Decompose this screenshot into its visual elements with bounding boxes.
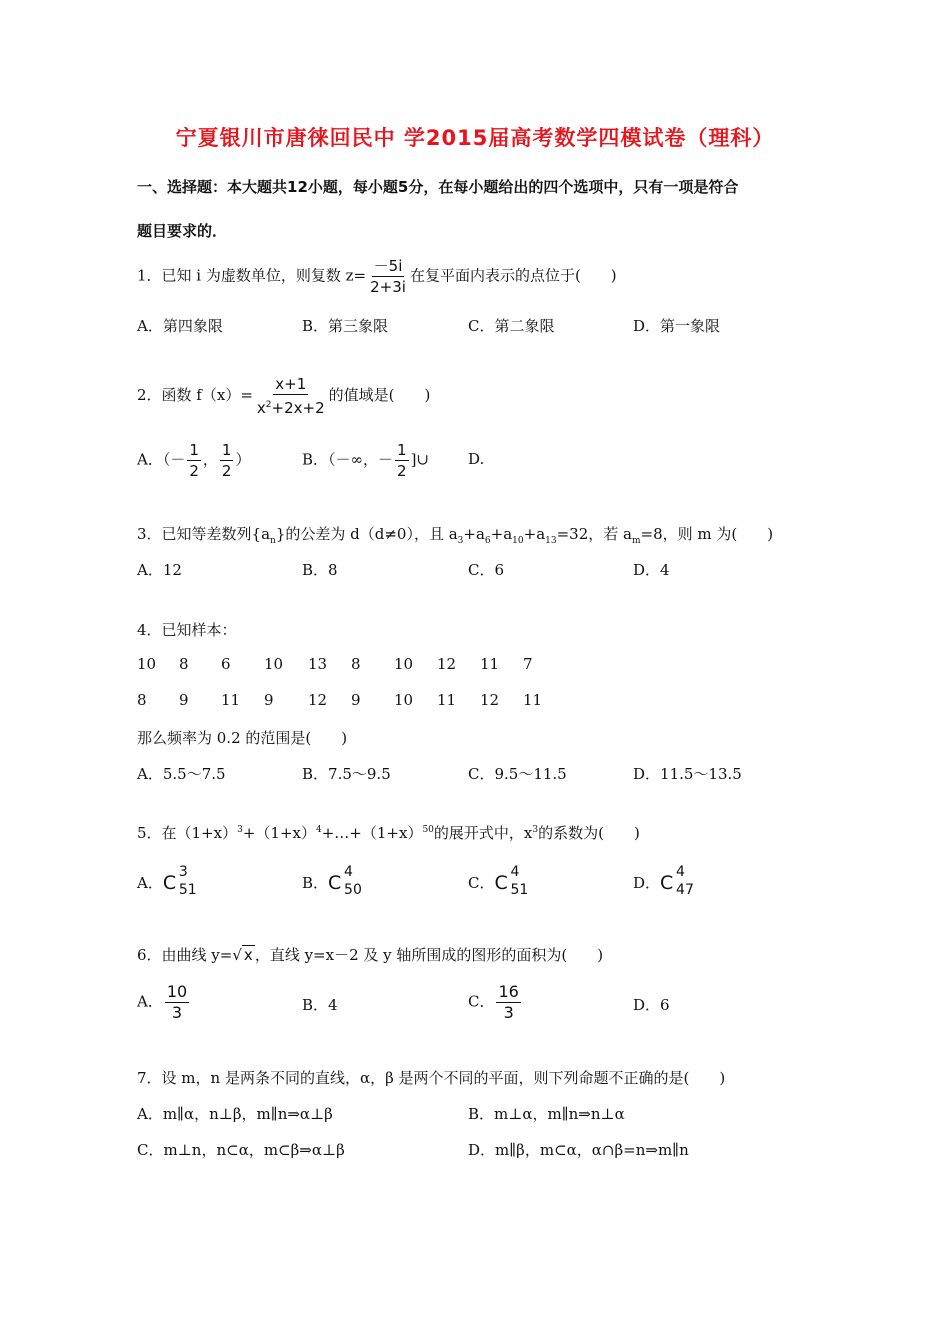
q7-option-d: D．m∥β，m⊂α，α∩β=n⇒m∥n (468, 1141, 689, 1159)
square-root: √ x (232, 946, 253, 964)
q2-option-b: B．（－∞，－ $\frac{1}{2}$ ]∪ (302, 441, 429, 480)
q2-option-a-fraction-2: $\frac{1}{2}$ (221, 441, 232, 480)
q4-question: 那么频率为 0.2 的范围是( ) (137, 729, 348, 747)
sample-value: 12 (480, 691, 500, 709)
q3-option-c: C．6 (468, 561, 505, 579)
q1-fraction (368, 256, 408, 297)
q7-option-b: B．m⊥α，m∥n⇒n⊥α (468, 1105, 625, 1123)
sample-value: 11 (221, 691, 241, 709)
sample-value: 12 (437, 655, 457, 673)
q5-option-a: A． C 3 51 (137, 864, 197, 898)
q2-denominator: $x^2+2x+2$ (256, 399, 325, 417)
sample-value: 11 (480, 655, 500, 673)
q6-option-c: C． $\frac{16}{3}$ (468, 982, 519, 1022)
q5-option-c: C． C 4 51 (468, 864, 529, 898)
question-7: 7．设 m，n 是两条不同的直线，α，β 是两个不同的平面，则下列命题不正确的是( ) (137, 1069, 726, 1087)
q1-option-b: B．第三象限 (302, 317, 389, 335)
q3-option-a: A．12 (137, 561, 182, 579)
q2-option-a-fraction-1: $\frac{1}{2}$ (189, 441, 199, 480)
sample-value: 10 (137, 655, 157, 673)
q1-suffix: 在复平面内表示的点位于( ) (409, 266, 617, 285)
q5-option-d: D． C 4 47 (633, 864, 694, 898)
q2-option-a: A．（－ $\frac{1}{2}$ ， $\frac{1}{2}$ ） (137, 441, 251, 480)
q6-option-d: D．6 (633, 996, 670, 1014)
q1-prefix: 1．已知 i 为虚数单位，则复数 z= (137, 266, 367, 285)
sample-value: 13 (308, 655, 328, 673)
sample-value: 9 (351, 691, 361, 709)
sample-value: 8 (179, 655, 189, 673)
q4-option-c: C．9.5～11.5 (468, 765, 567, 783)
q1-option-c: C．第二象限 (468, 317, 555, 335)
q2-fraction (255, 374, 327, 418)
sample-value: 10 (394, 655, 414, 673)
question-4: 4．已知样本： (137, 621, 237, 639)
question-5: 5．在$(1+x)^3+(1+x)^4+\dots+(1+x)^{50}$的展开式中，$x^3$的系数为( ) (137, 824, 640, 842)
section-heading-line2: 题目要求的． (137, 222, 228, 240)
q6-option-c-fraction: $\frac{16}{3}$ (498, 982, 519, 1022)
q4-option-d: D．11.5～13.5 (633, 765, 742, 783)
sample-value: 11 (437, 691, 457, 709)
sample-value: 6 (221, 655, 231, 673)
q1-option-a: A．第四象限 (137, 317, 223, 335)
sample-value: 7 (523, 655, 533, 673)
q3-option-b: B．8 (302, 561, 338, 579)
q7-option-a: A．m∥α，n⊥β，m∥n⇒α⊥β (137, 1105, 333, 1123)
question-1 (137, 256, 617, 297)
question-2 (137, 374, 430, 418)
page-title: 宁夏银川市唐徕回民中 学2015届高考数学四模试卷（理科） (175, 126, 775, 150)
q2-option-d: D. (468, 450, 485, 468)
q2-prefix: 2．函数 f（x）= (137, 386, 253, 404)
q2-option-b-fraction: $\frac{1}{2}$ (397, 441, 407, 480)
sample-value: 10 (394, 691, 414, 709)
q4-option-a: A．5.5～7.5 (137, 765, 226, 783)
q6-option-a: A． $\frac{10}{3}$ (137, 982, 188, 1022)
q4-option-b: B．7.5～9.5 (302, 765, 391, 783)
q7-option-c: C．m⊥n，n⊂α，m⊂β⇒α⊥β (137, 1141, 345, 1159)
question-3: 3．已知等差数列$\{a_n\}$的公差为 d（d≠0），且 $a_3+a_6+a_{10}+a_{13}=32$，若 $a_m=8$，则 m 为( ) (137, 525, 774, 546)
q6-option-a-fraction: $\frac{10}{3}$ (166, 982, 188, 1022)
q1-denominator: 2+3i (370, 278, 406, 296)
sample-value: 11 (523, 691, 543, 709)
q1-option-d: D．第一象限 (633, 317, 721, 335)
q2-numerator: x+1 (275, 375, 307, 393)
sample-value: 10 (264, 655, 284, 673)
sample-value: 9 (179, 691, 189, 709)
q1-numerator: －5i (373, 257, 403, 275)
sample-value: 8 (137, 691, 147, 709)
sample-value: 9 (264, 691, 274, 709)
q5-option-b: B． C 4 50 (302, 864, 362, 898)
q6-option-b: B．4 (302, 996, 338, 1014)
q2-suffix: 的值域是( ) (328, 386, 431, 404)
sample-value: 8 (351, 655, 361, 673)
section-heading-line1: 一、选择题：本大题共12小题，每小题5分，在每小题给出的四个选项中，只有一项是符合 (137, 178, 739, 196)
q3-option-d: D．4 (633, 561, 670, 579)
question-6: 6．由曲线 y=√ x ，直线 y=x－2 及 y 轴所围成的图形的面积为( ) (137, 946, 604, 964)
sample-value: 12 (308, 691, 328, 709)
